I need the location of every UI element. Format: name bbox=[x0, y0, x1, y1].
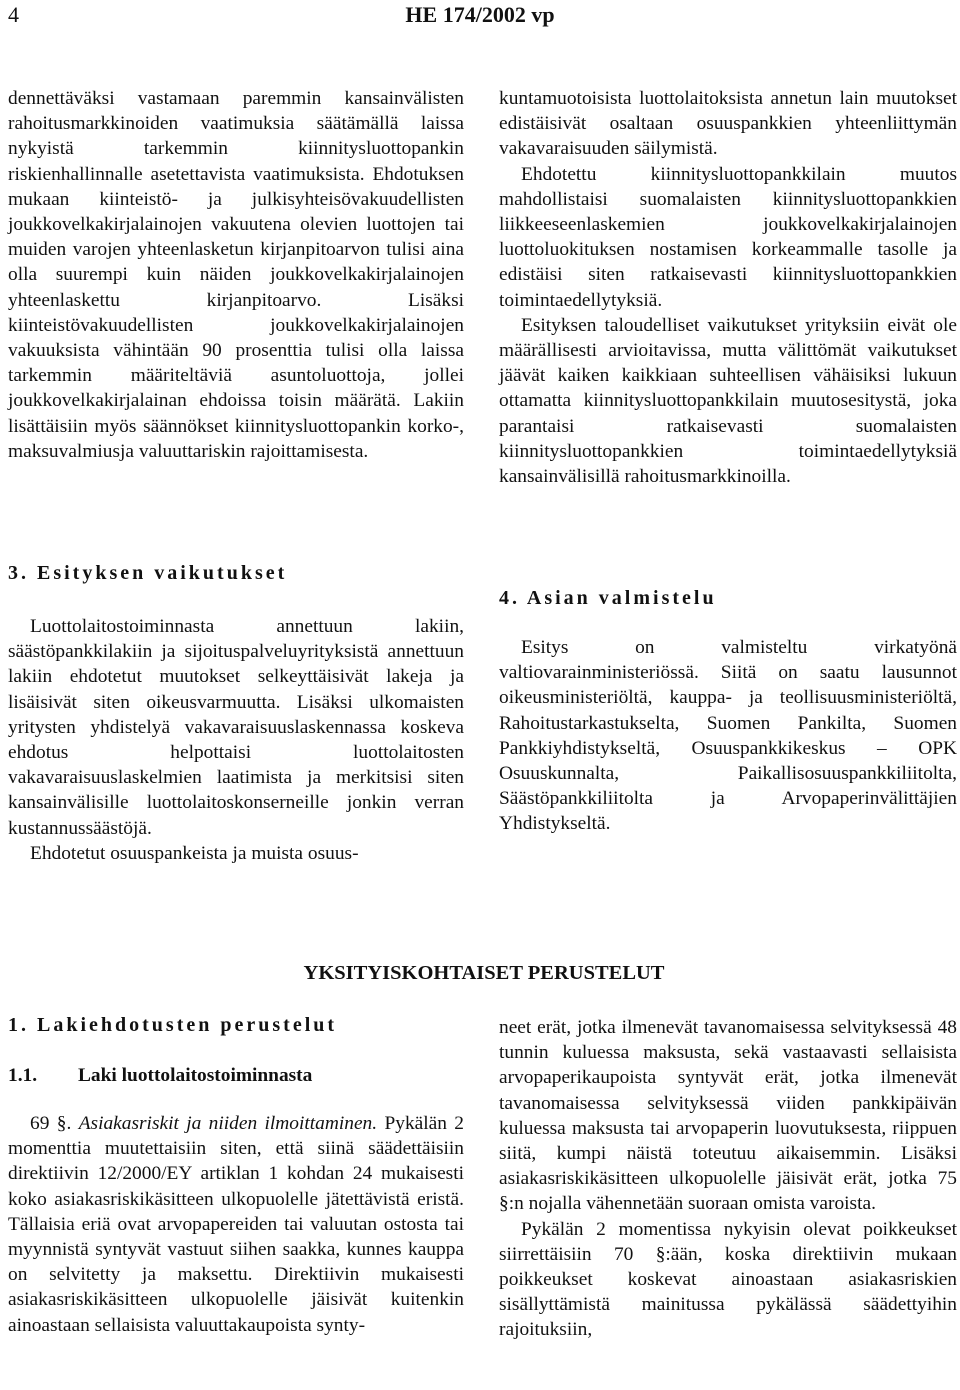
upper-left-column bbox=[8, 86, 464, 464]
document-id: HE 174/2002 vp bbox=[405, 2, 555, 27]
lower-right-column bbox=[499, 1015, 957, 1343]
paragraph: Esityksen taloudelliset vaikutukset yrityksiin eivät ole määrällisesti arvioitavissa, mutta välittömät vaikutukset jäävät kaiken kaikkiaan suhteellisen vähäisiksi lukuun ottamatta kiinnitysluottopankkilain muutosesitystä, joka parantaisi ratkaisevasti suomalaisten kiinnitysluottopankkien toimintaedellytyksiä kansainvälisillä rahoitusmarkkinoilla. bbox=[499, 314, 957, 488]
section-title: YKSITYISKOHTAISET PERUSTELUT bbox=[303, 962, 665, 984]
paragraph: Ehdotettu kiinnitysluottopankkilain muutos mahdollistaisi suomalaisten kiinnitysluottopankkien liikkeeseenlaskemien joukkovelkakirjalainojen luottoluokituksen nostamisen korkeammalle tasolle ja edistäisi siten ratkaisevasti kiinnitysluottopankkien toimintaedellytyksiä. bbox=[499, 163, 957, 311]
paragraph: Luottolaitostoiminnasta annettuun lakiin, säästöpankkilakiin ja sijoituspalveluyrityksistä annettuun lakiin ehdotetut muutokset selkeyttäisivät lakeja ja lisäisivät siten oikeusvarmuutta. Lisäksi ulkomaisten yritysten yhdistelyä vakavaraisuuslaskennassa koskeva ehdotus helpottaisi luottolaitosten vakavaraisuuslaskelmien laatimista ja merkitsisi siten kansainvälisille luottolaitoskonserneille jonkin verran kustannussäästöjä. bbox=[8, 616, 464, 839]
section-heading-3: 3. Esityksen vaikutukset bbox=[8, 562, 288, 584]
subsubsection-number: 1.1. bbox=[8, 1065, 38, 1086]
para-text: Pykälän 2 momenttia muutettaisiin siten, että siinä säädettäisiin direktiivin 12/2000/EY artiklan 1 kohdan 24 mukaisesti koko asiakasriskikäsitteen ulkopuolelle jätettävistä eristä. Tällaisia eriä ovat arvopapereiden tai valuutan ostosta tai myynnistä syntyvät vastuut siihen saakka, kunnes kauppa on selvitetty ja maksettu. Direktiivin mukaisesti asiakasriskikäsitteen ulkopuolelle jäisivät kuitenkin ainoastaan sellaisista valuuttakaupoista synty- bbox=[8, 1113, 465, 1336]
upper-left-column-after-heading bbox=[8, 614, 464, 866]
paragraph: kuntamuotoisista luottolaitoksista annetun lain muutokset edistäisivät osaltaan osuuspankkien yhteenliittymän vakavaraisuuden säilymistä. bbox=[499, 88, 957, 160]
subsection-heading: 1. Lakiehdotusten perustelut bbox=[8, 1014, 338, 1036]
subsubsection-title: Laki luottolaitostoiminnasta bbox=[78, 1065, 313, 1086]
paragraph bbox=[8, 1111, 464, 1338]
upper-right-column-after-heading bbox=[499, 635, 957, 837]
lower-left-column bbox=[8, 1111, 464, 1338]
upper-right-column bbox=[499, 86, 957, 489]
paragraph: Pykälän 2 momentissa nykyisin olevat poikkeukset siirrettäisiin 70 §:ään, koska direktiivin mukaan poikkeukset koskevat ainoastaan asiakasriskien sisällyttämistä mainitussa pykälässä säädettyihin rajoituksiin, bbox=[499, 1218, 957, 1341]
para-title: Asiakasriskit ja niiden ilmoittaminen. bbox=[78, 1113, 378, 1134]
paragraph: dennettäväksi vastamaan paremmin kansainvälisten rahoitusmarkkinoiden vaatimuksia säätämällä laissa nykyistä tarkemmin kiinnitysluottopankin riskienhallinnalle asetettavista vaatimuksista. Ehdotuksen mukaan kiinteistö- ja julkisyhteisövakuudellisten joukkovelkakirjalainojen vakuutena olevien luottojen tai muiden varojen yhteenlasketun kirjanpitoarvon tulisi aina olla suurempi kuin näiden joukkovelkakirjalainojen yhteenlaskettu kirjanpitoarvo. Lisäksi kiinteistövakuudellisten joukkovelkakirjalainojen vakuuksista vähintään 90 prosenttia tulisi olla laissa tarkemmin määriteltäviä asuntoluottoja, jollei joukkovelkakirjalainan ehdoissa toisin määrätä. Lakiin lisättäisiin myös säännökset kiinnitysluottopankin korko-, maksuvalmiusja valuuttariskin rajoittamisesta. bbox=[8, 88, 464, 462]
section-heading-4: 4. Asian valmistelu bbox=[499, 587, 717, 609]
paragraph: Ehdotetut osuuspankeista ja muista osuus- bbox=[30, 842, 359, 864]
para-number: 69 §. bbox=[30, 1113, 72, 1134]
subsubsection-heading bbox=[8, 1065, 312, 1087]
paragraph: neet erät, jotka ilmenevät tavanomaisessa selvityksessä 48 tunnin kuluessa maksusta, sekä vastaavasti sellaisista arvopaperikaupoista syntyvät erät, jotka ilmenevät tavanomaisessa selvityksessä viiden pankkipäivän kuluessa maksusta tai arvopaperin luovutuksesta, riippuen siitä, kumpi näistä toteutuu aikaisemmin. Lisäksi asiakasriskikäsitteen ulkopuolelle jäisivät erät, jotka 75 §:n nojalla vähennetään suoraan omista varoista. bbox=[499, 1017, 957, 1215]
paragraph: Esitys on valmisteltu virkatyönä valtiovarainministeriössä. Siitä on saatu lausunnot oikeusministeriöltä, kauppa- ja teollisuusministeriöltä, Rahoitustarkastukselta, Suomen Pankilta, Suomen Pankkiyhdistykseltä, Osuuspankkikeskus – OPK Osuuskunnalta, Paikallisosuuspankkiliitolta, Säästöpankkiliitolta ja Arvopaperinvälittäjien Yhdistykseltä. bbox=[499, 637, 957, 835]
page-number: 4 bbox=[8, 2, 19, 27]
